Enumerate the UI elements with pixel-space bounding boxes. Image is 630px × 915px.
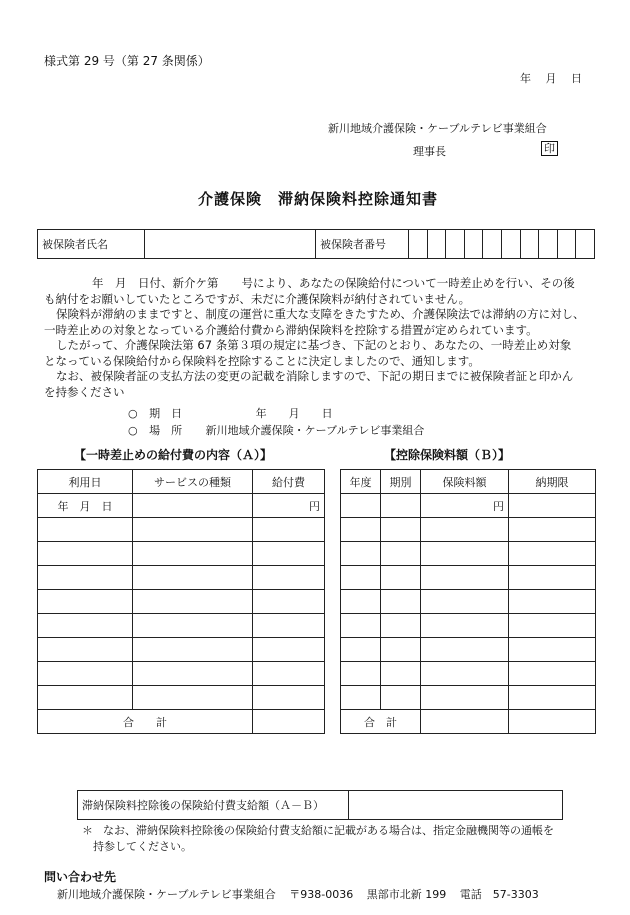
note-mark: ＊	[82, 824, 93, 837]
form-number: 様式第 29 号（第 27 条関係）	[44, 54, 210, 68]
table-b-header: 保険料額	[421, 470, 509, 494]
item-location-value: 新川地域介護保険・ケーブルテレビ事業組合	[205, 424, 425, 437]
contact-address: 黒部市北新 199	[366, 888, 447, 901]
body-p2-line1: 保険料が滞納のままですと、制度の運営に重大な支障をきたすため、介護保険法では滞納の方に対し、	[56, 307, 585, 321]
table-b-header-row	[341, 470, 596, 494]
insured-name-value	[145, 230, 316, 259]
insured-number-digit	[501, 230, 520, 259]
body-p3-line2: となっている保険給付から保険料を控除することに決定しましたので、通知します。	[44, 353, 480, 368]
net-payment-value	[349, 791, 563, 820]
issue-date: 年 月 日	[520, 72, 582, 85]
table-b	[340, 469, 596, 734]
item-bullet: ○	[128, 424, 138, 437]
table-a-header: サービスの種類	[133, 470, 253, 494]
body-p4-line2: を持参ください	[44, 384, 125, 399]
body-p3-line1: したがって、介護保険法第 67 条第３項の規定に基づき、下記のとおり、あなたの、一時差止め対象	[56, 338, 572, 352]
insured-number-digit	[483, 230, 502, 259]
table-row	[38, 542, 325, 566]
body-p4-line1: なお、被保険者証の支払方法の変更の記載を消除しますので、下記の期日までに被保険者証と印かん	[56, 369, 574, 383]
table-b-title: 【控除保険料額（Ｂ）】	[384, 448, 511, 462]
table-a-header: 給付費	[253, 470, 325, 494]
table-row	[38, 662, 325, 686]
table-row	[341, 566, 596, 590]
table-b-header: 期別	[381, 470, 421, 494]
contact-postal: 〒938-0036	[289, 888, 354, 901]
note-line2: 持参してください。	[93, 840, 192, 853]
table-row	[38, 518, 325, 542]
table-a-header-row	[38, 470, 325, 494]
table-a-title: 【一時差止めの給付費の内容（Ａ）】	[74, 448, 273, 462]
insured-number-label: 被保険者番号	[316, 230, 409, 259]
seal-mark: 印	[541, 141, 558, 156]
contact-phone: 電話 57-3303	[459, 888, 539, 901]
table-row	[341, 662, 596, 686]
table-b-total-label: 合 計	[341, 710, 421, 734]
item-due-label: 期 日	[149, 407, 183, 420]
contact-org: 新川地域介護保険・ケーブルテレビ事業組合	[57, 888, 276, 901]
table-row	[38, 686, 325, 710]
net-payment-label: 滞納保険料控除後の保険給付費支給額（Ａ－Ｂ）	[78, 791, 349, 820]
table-row	[38, 566, 325, 590]
contact-heading: 問い合わせ先	[44, 870, 117, 884]
table-row	[341, 590, 596, 614]
table-row	[38, 638, 325, 662]
table-a-service-cell	[133, 494, 253, 518]
insured-number-digit	[557, 230, 576, 259]
table-a	[37, 469, 325, 734]
table-b-total-value	[421, 710, 509, 734]
insured-number-digit	[539, 230, 558, 259]
table-a-header: 利用日	[38, 470, 133, 494]
item-due-date	[128, 405, 333, 421]
insured-number-digit	[409, 230, 428, 259]
table-a-total-label: 合 計	[38, 710, 253, 734]
table-a-total-value	[253, 710, 325, 734]
table-row	[38, 614, 325, 638]
contact-line	[57, 886, 539, 902]
table-b-yen-cell: 円	[421, 494, 509, 518]
note-line1: なお、滞納保険料控除後の保険給付費支給額に記載がある場合は、指定金融機関等の通帳を	[103, 824, 554, 837]
table-b-header: 納期限	[509, 470, 596, 494]
item-bullet: ○	[128, 407, 138, 420]
insured-number-digit	[446, 230, 465, 259]
insured-number-digit	[576, 230, 595, 259]
item-location	[128, 422, 424, 438]
table-b-total-row	[341, 710, 596, 734]
body-p1-line2: も納付をお願いしていたところですが、未だに介護保険料が納付されていません。	[44, 291, 471, 306]
table-row	[341, 686, 596, 710]
table-row	[38, 590, 325, 614]
insured-number-digit	[427, 230, 446, 259]
item-due-value: 年 月 日	[255, 407, 333, 420]
body-p1-line1: 年 月 日付、新介ケ第 号により、あなたの保険給付について一時差止めを行い、その後	[92, 276, 575, 290]
notice-body	[44, 276, 585, 400]
insured-number-digit	[520, 230, 539, 259]
issuer-name: 新川地域介護保険・ケーブルテレビ事業組合	[328, 122, 547, 135]
item-location-label: 場 所	[149, 424, 183, 437]
insured-number-digit	[464, 230, 483, 259]
table-row	[341, 638, 596, 662]
net-payment-table	[77, 790, 563, 820]
table-a-total-row	[38, 710, 325, 734]
director-title: 理事長	[413, 145, 446, 158]
table-b-header: 年度	[341, 470, 381, 494]
table-row	[341, 518, 596, 542]
insured-table	[37, 229, 595, 259]
body-p2-line2: 一時差止めの対象となっている介護給付費から滞納保険料を控除する措置が定められています。	[44, 322, 538, 337]
table-row	[38, 494, 325, 518]
table-row	[341, 542, 596, 566]
table-row	[341, 614, 596, 638]
document-title: 介護保険 滞納保険料控除通知書	[198, 190, 439, 208]
table-row	[341, 494, 596, 518]
insured-name-label: 被保険者氏名	[38, 230, 145, 259]
table-a-date-cell: 年 月 日	[38, 494, 133, 518]
table-a-yen-cell: 円	[253, 494, 325, 518]
